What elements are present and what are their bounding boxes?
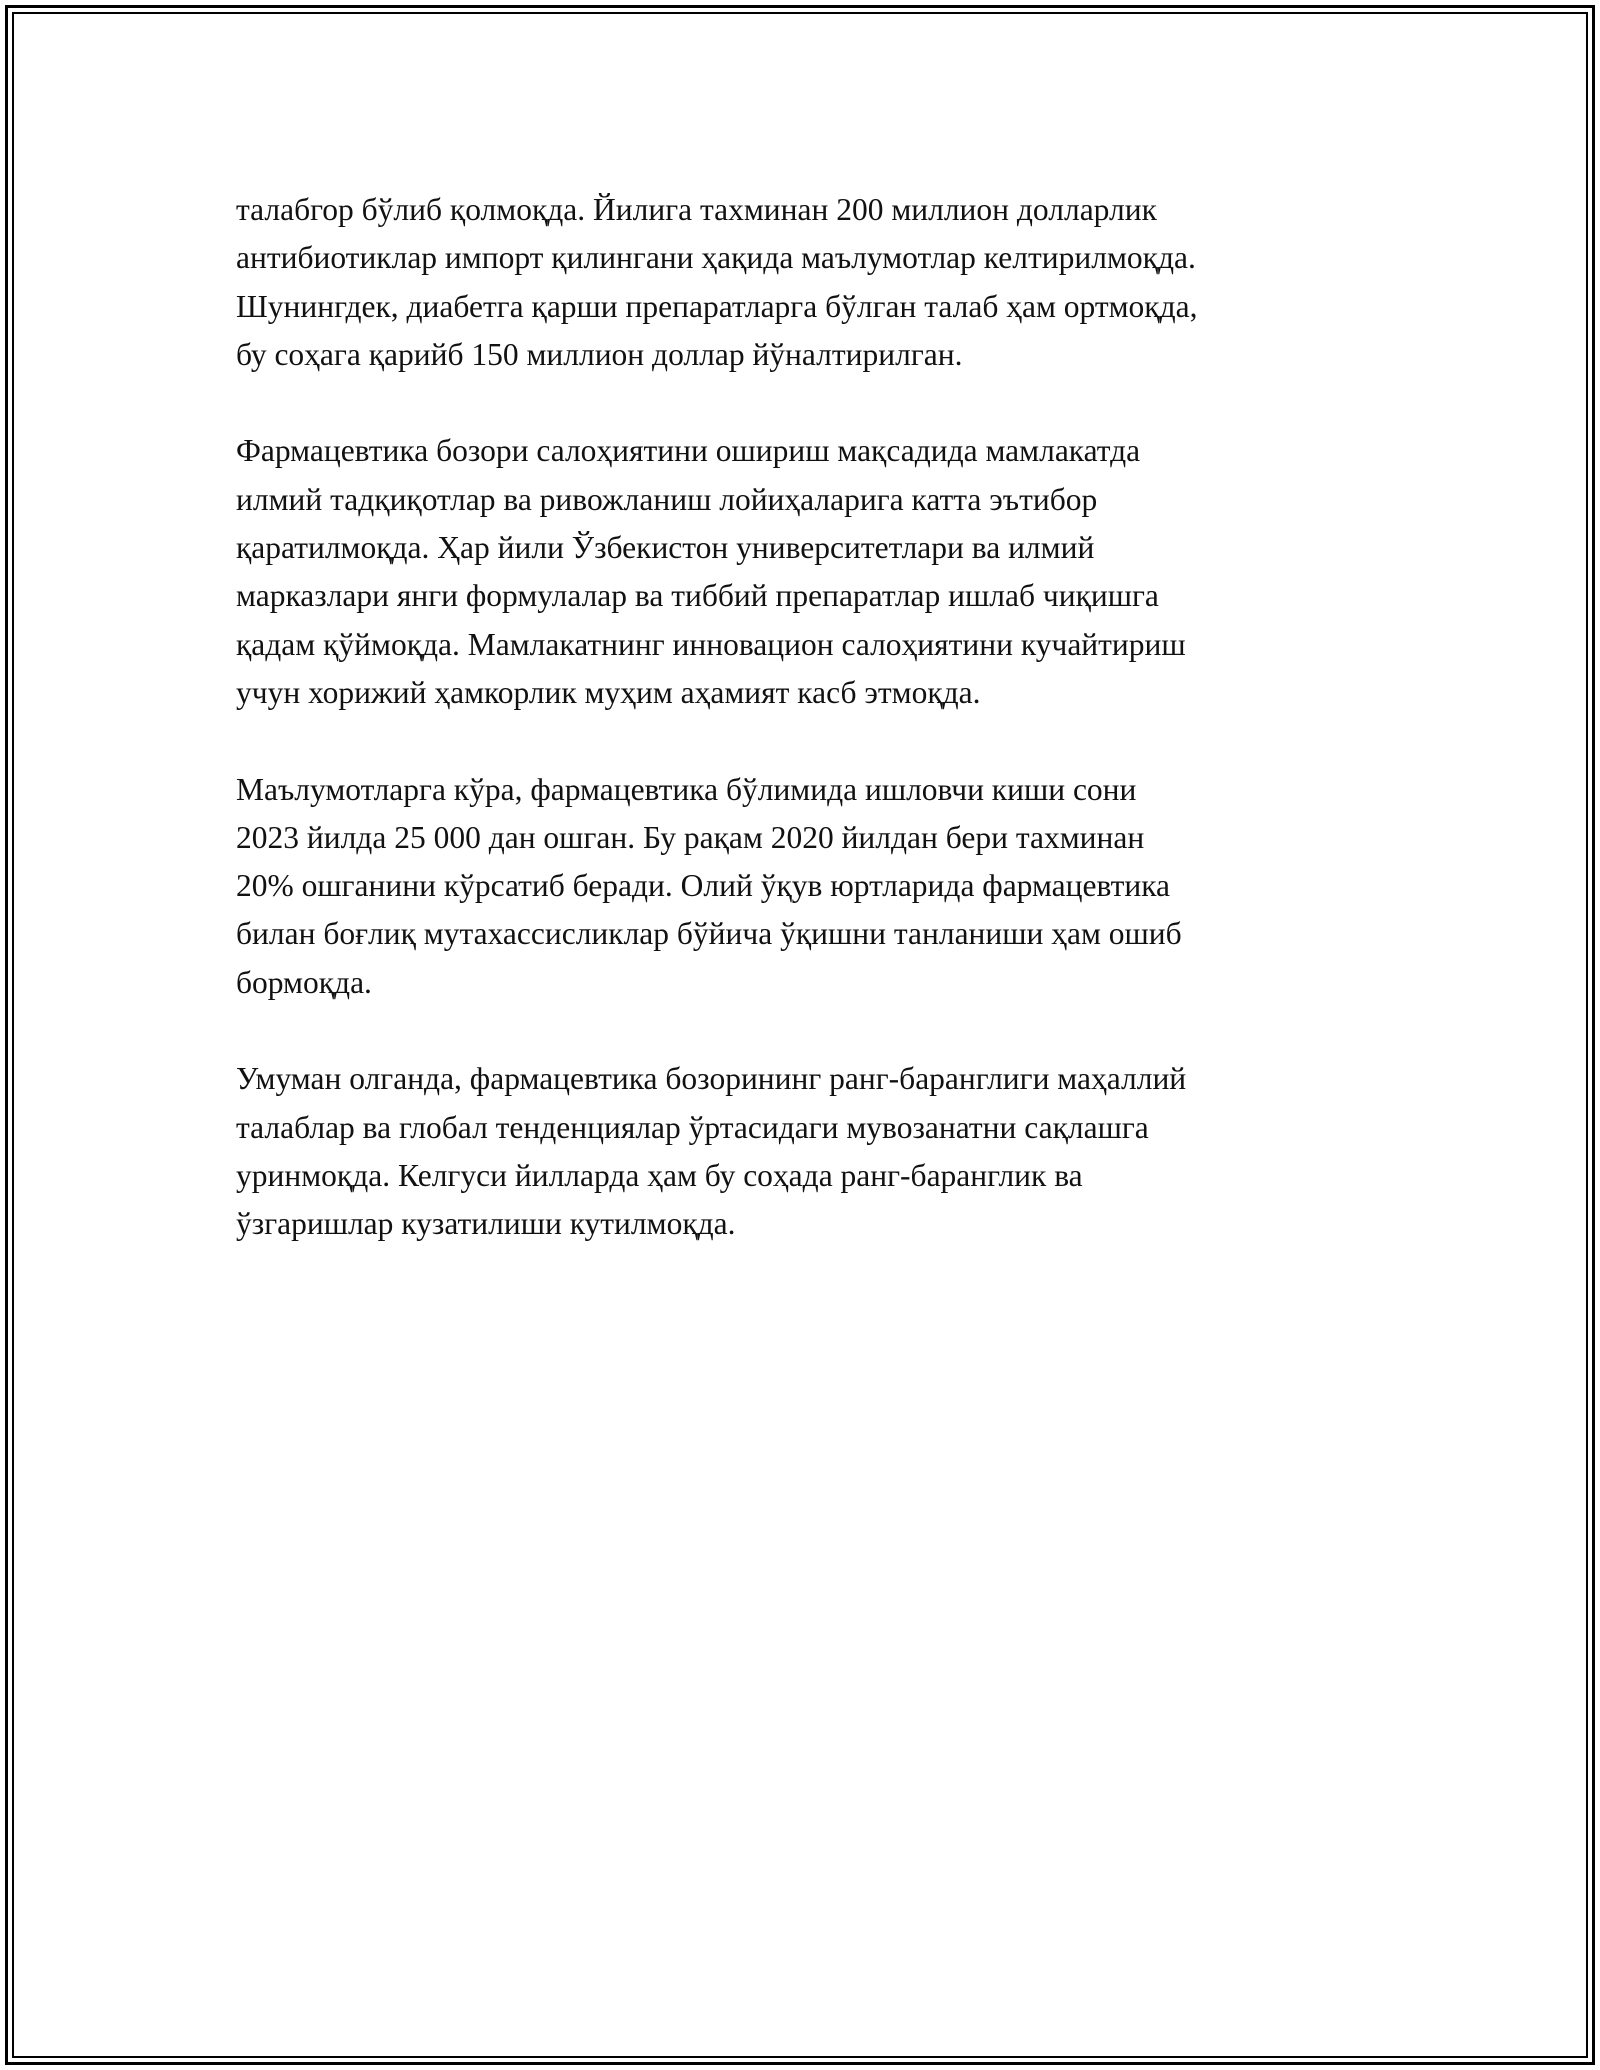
- paragraph-1: [236, 186, 1386, 379]
- paragraph-2: [236, 427, 1386, 717]
- text-line: қаратилмоқда. Ҳар йили Ўзбекистон университетлари ва илмий: [236, 530, 1095, 566]
- text-line: илмий тадқиқотлар ва ривожланиш лойиҳаларига катта эътибор: [236, 481, 1098, 517]
- text-line: бу соҳага қарийб 150 миллион доллар йўналтирилган.: [236, 336, 963, 372]
- text-line: Умуман олганда, фармацевтика бозорининг ранг-баранглиги маҳаллий: [236, 1061, 1187, 1097]
- text-line: 2023 йилда 25 000 дан ошган. Бу рақам 2020 йилдан бери тахминан: [236, 819, 1145, 855]
- document-body: [236, 186, 1386, 1297]
- text-line: талаблар ва глобал тенденциялар ўртасидаги мувозанатни сақлашга: [236, 1109, 1149, 1145]
- paragraph-3: [236, 766, 1386, 1007]
- text-line: қадам қўймоқда. Мамлакатнинг инновацион салоҳиятини кучайтириш: [236, 626, 1186, 662]
- text-line: Шунингдек, диабетга қарши препаратларга бўлган талаб ҳам ортмоқда,: [236, 288, 1198, 324]
- text-line: билан боғлиқ мутахассисликлар бўйича ўқишни танланиши ҳам ошиб: [236, 916, 1182, 952]
- text-line: бормоқда.: [236, 964, 372, 1000]
- text-line: Маълумотларга кўра, фармацевтика бўлимида ишловчи киши сони: [236, 771, 1137, 807]
- text-line: антибиотиклар импорт қилингани ҳақида маълумотлар келтирилмоқда.: [236, 240, 1196, 276]
- text-line: уринмоқда. Келгуси йилларда ҳам бу соҳада ранг-баранглик ва: [236, 1157, 1083, 1193]
- text-line: марказлари янги формулалар ва тиббий препаратлар ишлаб чиқишга: [236, 578, 1159, 614]
- text-line: учун хорижий ҳамкорлик муҳим аҳамият касб этмоқда.: [236, 674, 981, 710]
- text-line: Фармацевтика бозори салоҳиятини ошириш мақсадида мамлакатда: [236, 433, 1141, 469]
- text-line: 20% ошганини кўрсатиб беради. Олий ўқув юртларида фармацевтика: [236, 868, 1171, 904]
- text-line: ўзгаришлар кузатилиши кутилмоқда.: [236, 1206, 736, 1242]
- text-line: талабгор бўлиб қолмоқда. Йилига тахминан 200 миллион долларлик: [236, 192, 1157, 227]
- paragraph-4: [236, 1055, 1386, 1248]
